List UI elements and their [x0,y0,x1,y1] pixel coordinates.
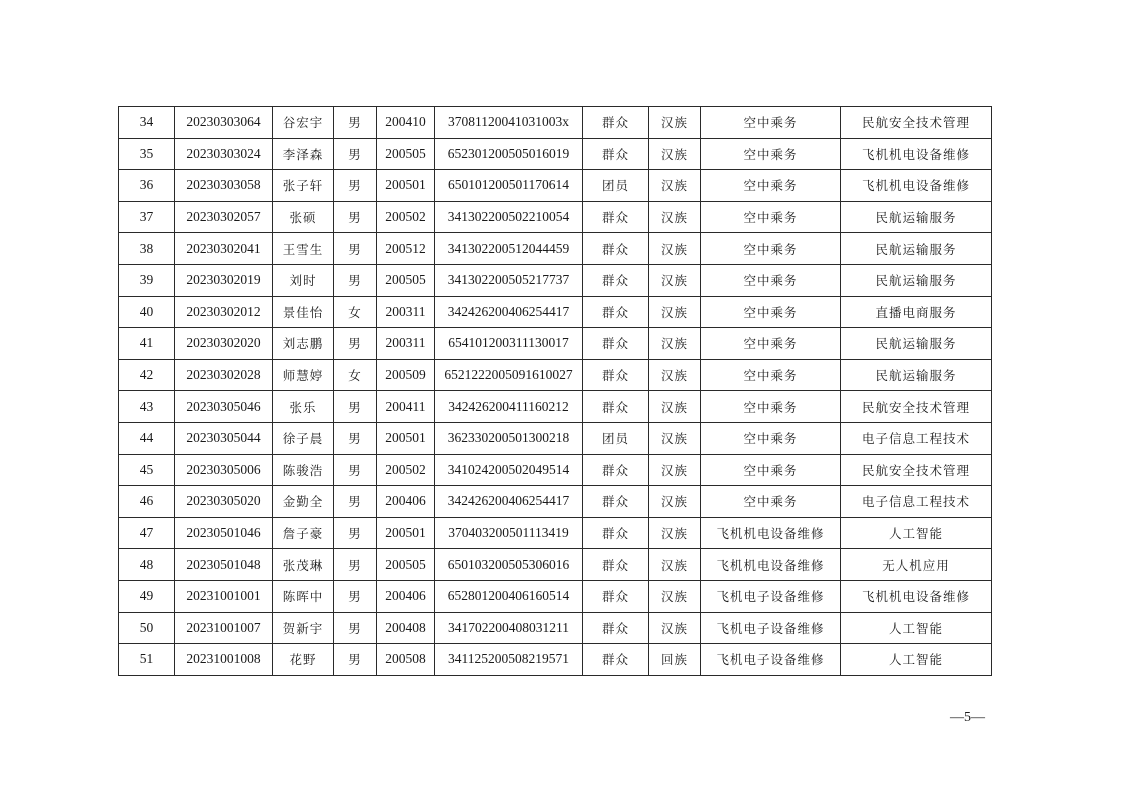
id-number-cell: 362330200501300218 [435,422,583,454]
table-row [119,107,992,139]
original-major-cell: 空中乘务 [701,454,841,486]
row-number-cell: 51 [119,644,175,676]
gender-cell: 女 [334,296,377,328]
table-row [119,644,992,676]
student-name-cell: 徐子晨 [273,422,334,454]
original-major-cell: 空中乘务 [701,201,841,233]
target-major-cell: 直播电商服务 [841,296,992,328]
political-status-cell: 群众 [583,107,649,139]
student-id-cell: 20230302012 [175,296,273,328]
original-major-cell: 空中乘务 [701,391,841,423]
student-id-cell: 20230302020 [175,328,273,360]
political-status-cell: 群众 [583,233,649,265]
id-number-cell: 342426200411160212 [435,391,583,423]
birth-month-cell: 200410 [377,107,435,139]
student-id-cell: 20230303058 [175,170,273,202]
table-row [119,296,992,328]
political-status-cell: 团员 [583,422,649,454]
id-number-cell: 341702200408031211 [435,612,583,644]
original-major-cell: 空中乘务 [701,138,841,170]
original-major-cell: 空中乘务 [701,328,841,360]
original-major-cell: 飞机机电设备维修 [701,517,841,549]
table-row [119,359,992,391]
ethnicity-cell: 汉族 [649,296,701,328]
student-id-cell: 20230303024 [175,138,273,170]
gender-cell: 男 [334,233,377,265]
gender-cell: 男 [334,612,377,644]
student-id-cell: 20230302019 [175,264,273,296]
original-major-cell: 空中乘务 [701,359,841,391]
row-number-cell: 44 [119,422,175,454]
birth-month-cell: 200311 [377,328,435,360]
student-name-cell: 金勤全 [273,486,334,518]
gender-cell: 男 [334,201,377,233]
ethnicity-cell: 汉族 [649,580,701,612]
birth-month-cell: 200508 [377,644,435,676]
political-status-cell: 群众 [583,359,649,391]
ethnicity-cell: 汉族 [649,328,701,360]
target-major-cell: 民航运输服务 [841,201,992,233]
gender-cell: 男 [334,264,377,296]
political-status-cell: 群众 [583,296,649,328]
gender-cell: 男 [334,549,377,581]
table-row [119,549,992,581]
id-number-cell: 652801200406160514 [435,580,583,612]
target-major-cell: 飞机机电设备维修 [841,170,992,202]
target-major-cell: 民航安全技术管理 [841,454,992,486]
birth-month-cell: 200311 [377,296,435,328]
student-id-cell: 20230303064 [175,107,273,139]
target-major-cell: 民航安全技术管理 [841,107,992,139]
student-name-cell: 师慧婷 [273,359,334,391]
gender-cell: 男 [334,138,377,170]
student-name-cell: 李泽森 [273,138,334,170]
student-name-cell: 景佳怡 [273,296,334,328]
table-row [119,486,992,518]
student-name-cell: 张子轩 [273,170,334,202]
ethnicity-cell: 汉族 [649,359,701,391]
birth-month-cell: 200411 [377,391,435,423]
student-id-cell: 20230501048 [175,549,273,581]
row-number-cell: 43 [119,391,175,423]
id-number-cell: 650101200501170614 [435,170,583,202]
ethnicity-cell: 汉族 [649,264,701,296]
target-major-cell: 电子信息工程技术 [841,422,992,454]
table-row [119,517,992,549]
gender-cell: 女 [334,359,377,391]
ethnicity-cell: 汉族 [649,486,701,518]
ethnicity-cell: 汉族 [649,170,701,202]
row-number-cell: 39 [119,264,175,296]
birth-month-cell: 200406 [377,486,435,518]
table-row [119,201,992,233]
original-major-cell: 空中乘务 [701,170,841,202]
row-number-cell: 38 [119,233,175,265]
political-status-cell: 群众 [583,264,649,296]
row-number-cell: 42 [119,359,175,391]
gender-cell: 男 [334,107,377,139]
birth-month-cell: 200502 [377,201,435,233]
id-number-cell: 652301200505016019 [435,138,583,170]
target-major-cell: 人工智能 [841,644,992,676]
student-id-cell: 20231001007 [175,612,273,644]
student-name-cell: 张茂琳 [273,549,334,581]
id-number-cell: 341125200508219571 [435,644,583,676]
student-name-cell: 花野 [273,644,334,676]
student-id-cell: 20231001001 [175,580,273,612]
ethnicity-cell: 汉族 [649,233,701,265]
target-major-cell: 民航运输服务 [841,233,992,265]
table-row [119,138,992,170]
political-status-cell: 群众 [583,328,649,360]
table-row [119,233,992,265]
table-row [119,612,992,644]
student-id-cell: 20230305020 [175,486,273,518]
birth-month-cell: 200512 [377,233,435,265]
birth-month-cell: 200501 [377,170,435,202]
row-number-cell: 36 [119,170,175,202]
original-major-cell: 飞机电子设备维修 [701,580,841,612]
political-status-cell: 群众 [583,644,649,676]
table-row [119,422,992,454]
row-number-cell: 37 [119,201,175,233]
ethnicity-cell: 汉族 [649,107,701,139]
original-major-cell: 空中乘务 [701,486,841,518]
id-number-cell: 654101200311130017 [435,328,583,360]
gender-cell: 男 [334,644,377,676]
student-id-cell: 20230302028 [175,359,273,391]
gender-cell: 男 [334,170,377,202]
page-number: —5— [950,710,985,725]
birth-month-cell: 200505 [377,549,435,581]
id-number-cell: 342426200406254417 [435,486,583,518]
ethnicity-cell: 汉族 [649,454,701,486]
row-number-cell: 47 [119,517,175,549]
gender-cell: 男 [334,517,377,549]
student-id-cell: 20230302041 [175,233,273,265]
gender-cell: 男 [334,328,377,360]
gender-cell: 男 [334,422,377,454]
ethnicity-cell: 汉族 [649,612,701,644]
gender-cell: 男 [334,454,377,486]
birth-month-cell: 200406 [377,580,435,612]
row-number-cell: 50 [119,612,175,644]
row-number-cell: 34 [119,107,175,139]
student-name-cell: 王雪生 [273,233,334,265]
political-status-cell: 群众 [583,391,649,423]
ethnicity-cell: 汉族 [649,517,701,549]
student-name-cell: 陈晖中 [273,580,334,612]
student-name-cell: 詹子豪 [273,517,334,549]
student-name-cell: 谷宏宇 [273,107,334,139]
student-name-cell: 张硕 [273,201,334,233]
original-major-cell: 飞机电子设备维修 [701,644,841,676]
target-major-cell: 民航运输服务 [841,359,992,391]
student-name-cell: 刘时 [273,264,334,296]
target-major-cell: 人工智能 [841,517,992,549]
ethnicity-cell: 汉族 [649,549,701,581]
political-status-cell: 群众 [583,138,649,170]
student-id-cell: 20230302057 [175,201,273,233]
target-major-cell: 民航运输服务 [841,328,992,360]
gender-cell: 男 [334,580,377,612]
political-status-cell: 群众 [583,549,649,581]
original-major-cell: 空中乘务 [701,264,841,296]
political-status-cell: 群众 [583,517,649,549]
student-id-cell: 20230305044 [175,422,273,454]
id-number-cell: 342426200406254417 [435,296,583,328]
birth-month-cell: 200501 [377,422,435,454]
target-major-cell: 人工智能 [841,612,992,644]
table-row [119,264,992,296]
table-row [119,328,992,360]
row-number-cell: 45 [119,454,175,486]
student-id-cell: 20230501046 [175,517,273,549]
birth-month-cell: 200509 [377,359,435,391]
birth-month-cell: 200502 [377,454,435,486]
row-number-cell: 48 [119,549,175,581]
id-number-cell: 341302200512044459 [435,233,583,265]
ethnicity-cell: 汉族 [649,201,701,233]
roster-body [119,107,992,676]
table-row [119,170,992,202]
id-number-cell: 370403200501113419 [435,517,583,549]
table-row [119,391,992,423]
row-number-cell: 41 [119,328,175,360]
row-number-cell: 40 [119,296,175,328]
student-name-cell: 刘志鹏 [273,328,334,360]
target-major-cell: 民航运输服务 [841,264,992,296]
student-id-cell: 20230305006 [175,454,273,486]
political-status-cell: 群众 [583,580,649,612]
birth-month-cell: 200408 [377,612,435,644]
target-major-cell: 飞机机电设备维修 [841,138,992,170]
target-major-cell: 飞机机电设备维修 [841,580,992,612]
political-status-cell: 群众 [583,454,649,486]
original-major-cell: 空中乘务 [701,296,841,328]
original-major-cell: 空中乘务 [701,107,841,139]
student-roster-table [118,106,992,676]
political-status-cell: 群众 [583,486,649,518]
student-name-cell: 张乐 [273,391,334,423]
political-status-cell: 群众 [583,612,649,644]
original-major-cell: 空中乘务 [701,422,841,454]
political-status-cell: 团员 [583,170,649,202]
ethnicity-cell: 回族 [649,644,701,676]
gender-cell: 男 [334,391,377,423]
student-id-cell: 20230305046 [175,391,273,423]
student-name-cell: 陈骏浩 [273,454,334,486]
ethnicity-cell: 汉族 [649,422,701,454]
target-major-cell: 无人机应用 [841,549,992,581]
id-number-cell: 341024200502049514 [435,454,583,486]
id-number-cell: 341302200502210054 [435,201,583,233]
original-major-cell: 飞机电子设备维修 [701,612,841,644]
target-major-cell: 电子信息工程技术 [841,486,992,518]
original-major-cell: 飞机机电设备维修 [701,549,841,581]
target-major-cell: 民航安全技术管理 [841,391,992,423]
row-number-cell: 49 [119,580,175,612]
row-number-cell: 46 [119,486,175,518]
student-name-cell: 贺新宇 [273,612,334,644]
original-major-cell: 空中乘务 [701,233,841,265]
ethnicity-cell: 汉族 [649,138,701,170]
birth-month-cell: 200505 [377,264,435,296]
id-number-cell: 6521222005091610027 [435,359,583,391]
student-id-cell: 20231001008 [175,644,273,676]
table-row [119,454,992,486]
row-number-cell: 35 [119,138,175,170]
gender-cell: 男 [334,486,377,518]
ethnicity-cell: 汉族 [649,391,701,423]
birth-month-cell: 200505 [377,138,435,170]
id-number-cell: 341302200505217737 [435,264,583,296]
birth-month-cell: 200501 [377,517,435,549]
political-status-cell: 群众 [583,201,649,233]
id-number-cell: 37081120041031003x [435,107,583,139]
id-number-cell: 650103200505306016 [435,549,583,581]
table-row [119,580,992,612]
